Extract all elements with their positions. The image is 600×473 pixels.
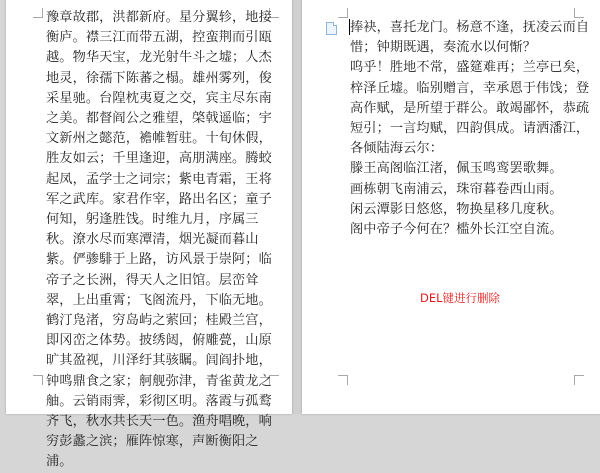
- right-line-6[interactable]: 阁中帝子今何在？槛外长江空自流。: [350, 222, 563, 238]
- paragraph-marker-icon[interactable]: [326, 22, 337, 35]
- right-line-3[interactable]: 滕王高阁临江渚，佩玉鸣鸾罢歌舞。: [350, 161, 563, 177]
- crop-mark-bottom-right: [574, 375, 584, 385]
- right-page-text[interactable]: [350, 18, 590, 240]
- left-page-paragraph[interactable]: 豫章故郡，洪都新府。星分翼轸，地接衡庐。襟三江而带五湖，控蛮荆而引瓯越。物华天宝，龙光射牛斗之墟；人杰地灵，徐孺下陈蕃之榻。雄州雾列，俊采星驰。台隍枕夷夏之交，宾主尽东南之美。都督阎公之雅望，棨戟遥临；宇文新州之懿范，襜帷暂驻。十旬休假，胜友如云；千里逢迎，高朋满座。腾蛟起凤，孟学士之词宗；紫电青霜，王将军之武库。家君作宰，路出名区；童子何知，躬逢胜饯。时维九月，序属三秋。潦水尽而寒潭清，烟光凝而暮山紫。俨骖騑于上路，访风景于崇阿；临帝子之长洲，得天人之旧馆。层峦耸翠，上出重霄；飞阁流丹，下临无地。鹤汀凫渚，穷岛屿之萦回；桂殿兰宫，即冈峦之体势。披绣闼，俯雕甍，山原旷其盈视，川泽纡其骇瞩。闾阎扑地，钟鸣鼎食之家；舸舰弥津，青雀黄龙之舳。云销雨霁，彩彻区明。落霞与孤鹜齐飞，秋水共长天一色。渔舟唱晚，响穷彭蠡之滨；雁阵惊寒，声断衡阳之浦。: [46, 10, 272, 470]
- crop-mark-bottom-left: [33, 375, 43, 385]
- right-line-4[interactable]: 画栋朝飞南浦云，珠帘暮卷西山雨。: [350, 181, 563, 197]
- right-line-2[interactable]: 呜乎！胜地不常，盛筵难再；兰亭已矣，梓泽丘墟。临别赠言，幸承恩于伟饯；登高作赋，是所望于群公。敢竭鄙怀，恭疏短引；一言均赋，四韵俱成。请洒潘江，各倾陆海云尔：: [350, 60, 590, 157]
- crop-mark-bottom-left: [338, 375, 348, 385]
- delete-key-annotation: DEL键进行删除: [420, 291, 501, 305]
- crop-mark-top-left: [33, 8, 43, 18]
- right-line-5[interactable]: 闲云潭影日悠悠，物换星移几度秋。: [350, 201, 563, 217]
- right-line-1[interactable]: 捧袂，喜托龙门。杨意不逢，抚凌云而自惜；钟期既遇，奏流水以何惭？: [350, 20, 590, 56]
- crop-mark-top-left: [338, 8, 348, 18]
- page-gap: [292, 0, 302, 414]
- crop-mark-top-right: [574, 8, 584, 18]
- document-page-right[interactable]: [302, 0, 600, 414]
- document-page-left[interactable]: [6, 0, 292, 470]
